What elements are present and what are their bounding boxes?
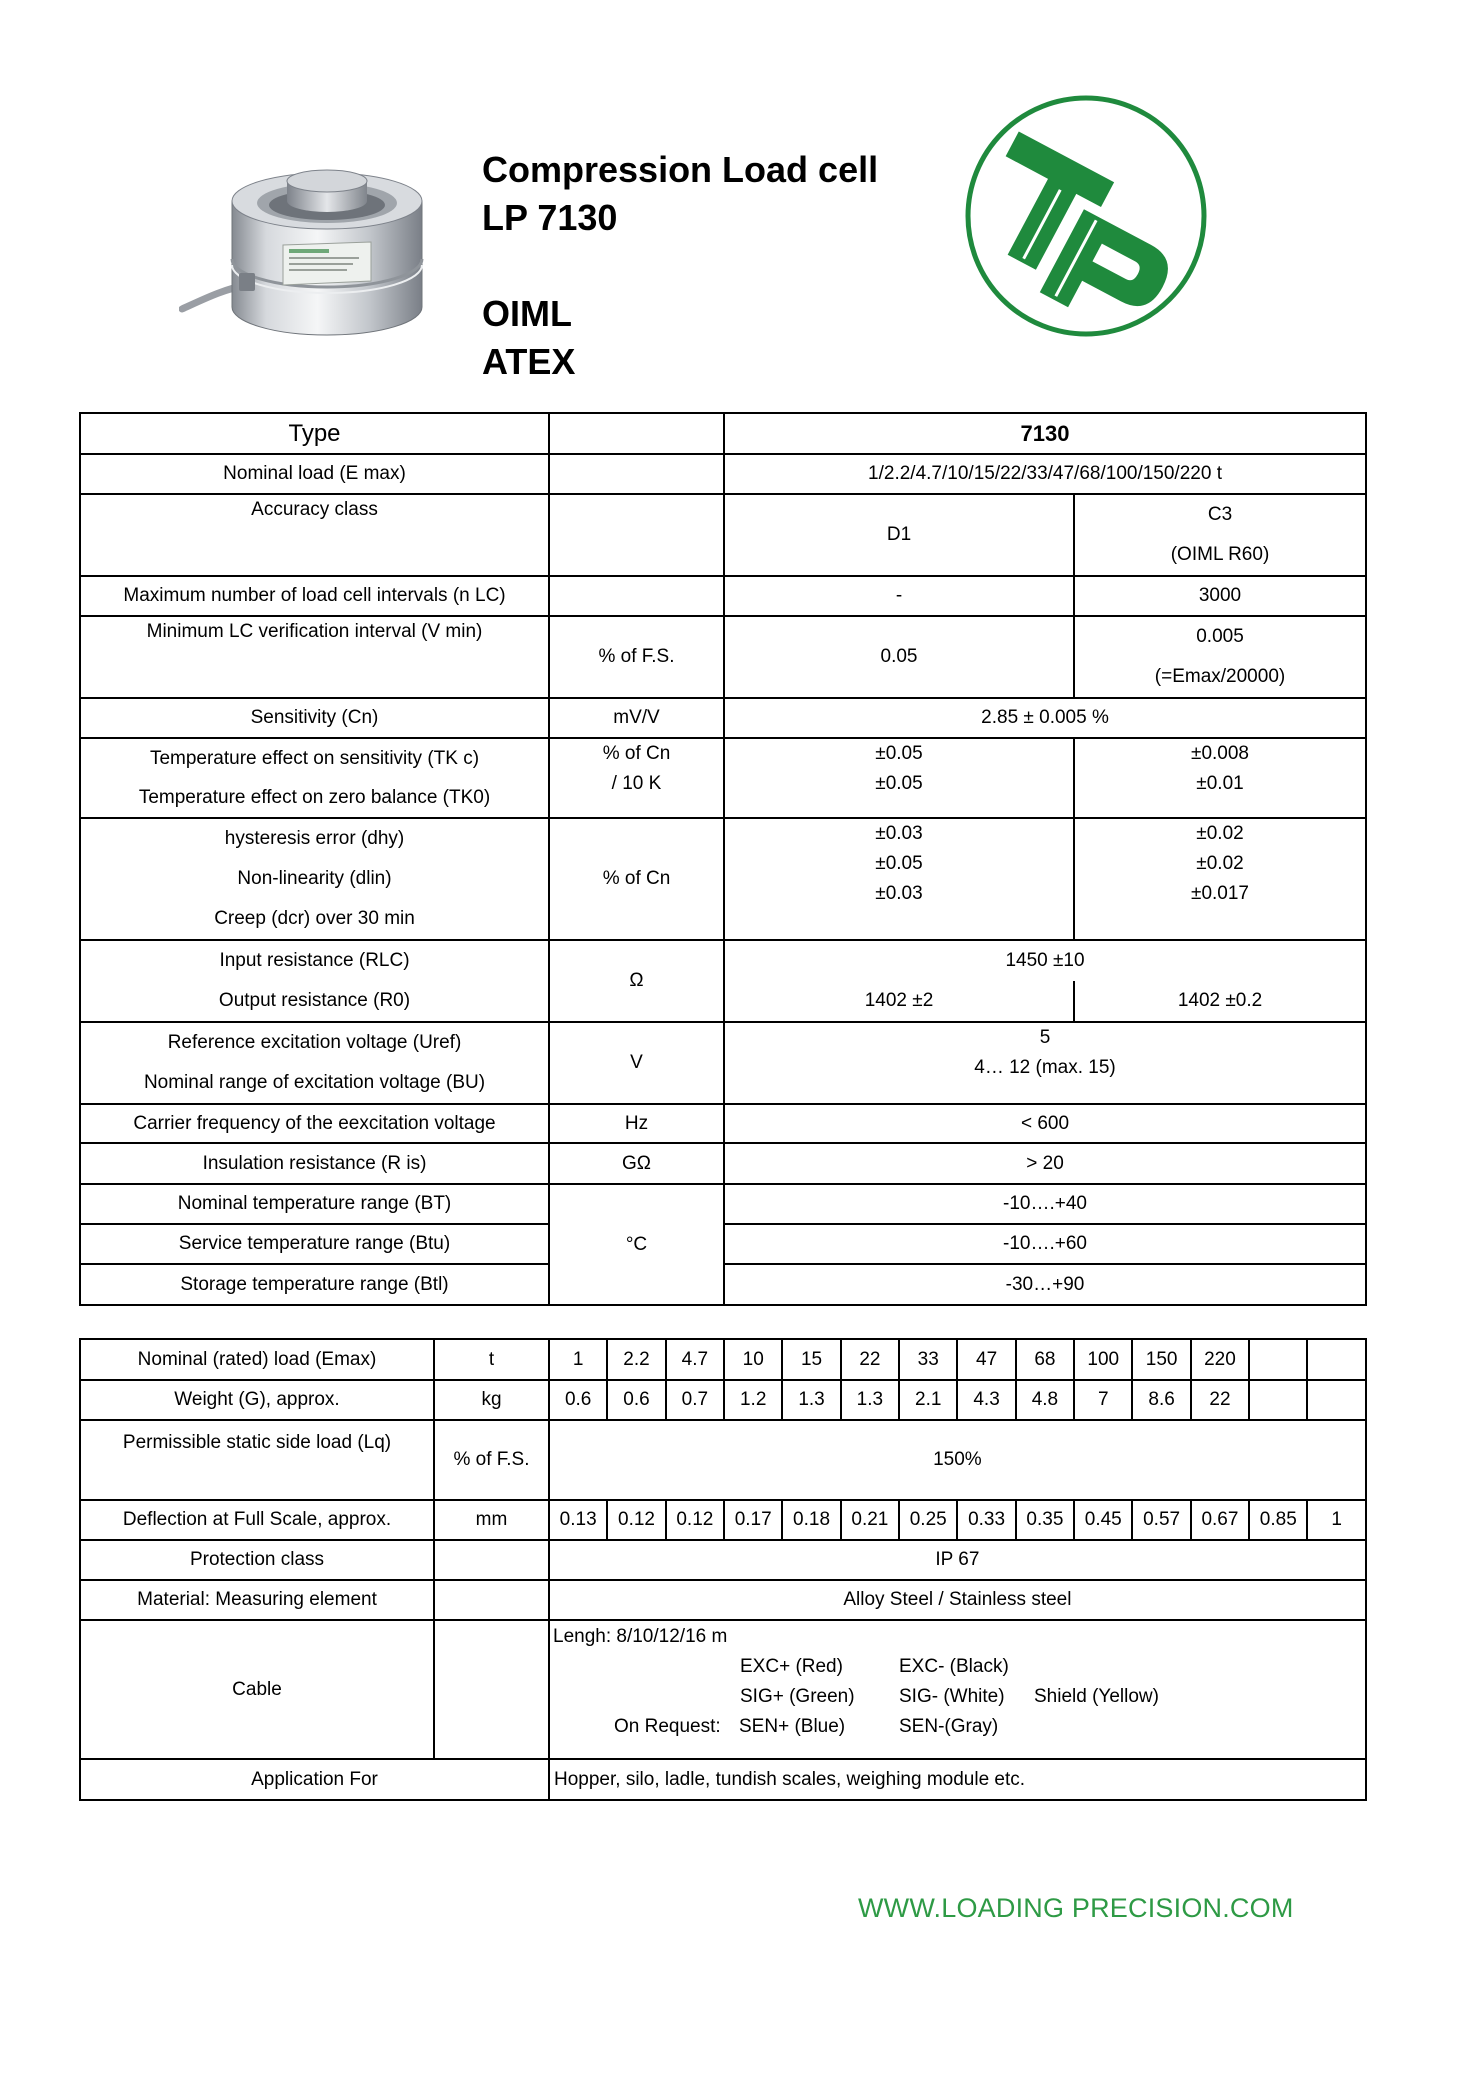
errors-c3: ±0.02 ±0.02 ±0.017	[1074, 818, 1366, 940]
row-resistance	[80, 940, 1366, 1022]
application-value: Hopper, silo, ladle, tundish scales, weighing module etc.	[549, 1759, 1366, 1800]
weight-cell: 1.3	[782, 1380, 840, 1420]
protection-value: IP 67	[549, 1540, 1366, 1580]
insulation-unit: GΩ	[549, 1143, 724, 1184]
weight-label: Weight (G), approx.	[80, 1380, 434, 1420]
weight-cell: 2.1	[899, 1380, 957, 1420]
logo-letter-p-shape	[1040, 209, 1178, 339]
rated-load-cell: 33	[899, 1339, 957, 1380]
side-load-value: 150%	[549, 1420, 1366, 1500]
deflection-cell: 0.85	[1249, 1500, 1307, 1540]
rated-load-cell: 1	[549, 1339, 607, 1380]
weight-cell: 4.3	[957, 1380, 1015, 1420]
rated-load-cell: 100	[1074, 1339, 1132, 1380]
row-max-intervals	[80, 576, 1366, 616]
row-protection	[80, 1540, 1366, 1580]
row-min-interval	[80, 616, 1366, 698]
side-load-label: Permissible static side load (Lq)	[80, 1420, 434, 1500]
rated-load-cell: 150	[1132, 1339, 1190, 1380]
deflection-cell: 0.67	[1191, 1500, 1249, 1540]
rated-load-cell: 10	[724, 1339, 782, 1380]
input-resistance-value: 1450 ±10	[1005, 950, 1085, 971]
accuracy-class-label: Accuracy class	[80, 494, 549, 576]
rated-load-unit: t	[434, 1339, 549, 1380]
cable-on-request: On Request:	[614, 1716, 721, 1737]
empty-cell	[1307, 1380, 1365, 1420]
cable-sen-minus: SEN-(Gray)	[899, 1716, 999, 1737]
excitation-values	[724, 1022, 1366, 1104]
deflection-cell: 0.17	[724, 1500, 782, 1540]
empty-unit-cell	[549, 494, 724, 576]
row-temperature-effect	[80, 738, 1366, 818]
weight-unit: kg	[434, 1380, 549, 1420]
row-rated-load	[80, 1339, 1366, 1380]
empty-unit-cell	[434, 1580, 549, 1620]
material-label: Material: Measuring element	[80, 1580, 434, 1620]
cable-sig-plus: SIG+ (Green)	[740, 1686, 855, 1707]
row-insulation	[80, 1143, 1366, 1184]
weight-cell: 22	[1191, 1380, 1249, 1420]
protection-label: Protection class	[80, 1540, 434, 1580]
temperature-effect-labels: Temperature effect on sensitivity (TK c) Temperature effect on zero balance (TK0)	[80, 738, 549, 818]
service-temperature-label: Service temperature range (Btu)	[80, 1224, 549, 1264]
rated-load-cell: 22	[841, 1339, 899, 1380]
material-value: Alloy Steel / Stainless steel	[549, 1580, 1366, 1620]
row-accuracy-class	[80, 494, 1366, 576]
weight-cell: 7	[1074, 1380, 1132, 1420]
excitation-labels: Reference excitation voltage (Uref) Nominal range of excitation voltage (BU)	[80, 1022, 549, 1104]
insulation-label: Insulation resistance (R is)	[80, 1143, 549, 1184]
row-type	[80, 413, 1366, 454]
temperature-effect-unit: % of Cn / 10 K	[549, 738, 724, 818]
temperature-unit: °C	[549, 1184, 724, 1305]
weight-cell: 1.2	[724, 1380, 782, 1420]
min-interval-d1: 0.05	[724, 616, 1074, 698]
excitation-unit: V	[549, 1022, 724, 1104]
weight-cell: 4.8	[1016, 1380, 1074, 1420]
nominal-load-label: Nominal load (E max)	[80, 454, 549, 494]
cable-exc-minus: EXC- (Black)	[899, 1656, 1009, 1677]
weight-cell: 0.6	[607, 1380, 665, 1420]
rated-load-cell: 2.2	[607, 1339, 665, 1380]
empty-unit-cell	[549, 413, 724, 454]
capacity-table	[79, 1338, 1367, 1801]
resistance-labels: Input resistance (RLC) Output resistance (R0)	[80, 940, 549, 1022]
cable-gland	[239, 273, 255, 291]
title-block	[482, 146, 878, 386]
accuracy-d1: D1	[724, 494, 1074, 576]
row-weight	[80, 1380, 1366, 1420]
row-excitation	[80, 1022, 1366, 1104]
errors-d1: ±0.03 ±0.05 ±0.03	[724, 818, 1074, 940]
type-value: 7130	[724, 413, 1366, 454]
cable-length: Lengh: 8/10/12/16 m	[553, 1626, 728, 1647]
nominal-temperature-label: Nominal temperature range (BT)	[80, 1184, 549, 1224]
resistance-values	[724, 940, 1366, 1022]
weight-cell: 0.6	[549, 1380, 607, 1420]
rated-load-label: Nominal (rated) load (Emax)	[80, 1339, 434, 1380]
service-temperature-value: -10….+60	[724, 1224, 1366, 1264]
excitation-range-value: 4… 12 (max. 15)	[974, 1057, 1116, 1078]
load-button-top	[287, 170, 367, 192]
model-number: LP 7130	[482, 197, 618, 238]
output-resistance-c3: 1402 ±0.2	[1177, 990, 1263, 1011]
rated-load-cell: 68	[1016, 1339, 1074, 1380]
side-load-unit: % of F.S.	[434, 1420, 549, 1500]
min-interval-label: Minimum LC verification interval (V min)	[80, 616, 549, 698]
deflection-cell: 0.45	[1074, 1500, 1132, 1540]
max-intervals-label: Maximum number of load cell intervals (n LC)	[80, 576, 549, 616]
row-sensitivity	[80, 698, 1366, 738]
accuracy-c3	[1074, 494, 1366, 576]
deflection-unit: mm	[434, 1500, 549, 1540]
empty-cell	[1249, 1339, 1307, 1380]
rated-load-cell: 15	[782, 1339, 840, 1380]
weight-cell: 8.6	[1132, 1380, 1190, 1420]
row-material	[80, 1580, 1366, 1620]
application-label: Application For	[80, 1759, 549, 1800]
deflection-cell: 1	[1307, 1500, 1365, 1540]
temperature-effect-d1: ±0.05 ±0.05	[724, 738, 1074, 818]
deflection-cell: 0.18	[782, 1500, 840, 1540]
errors-labels: hysteresis error (dhy) Non-linearity (dlin) Creep (dcr) over 30 min	[80, 818, 549, 940]
row-cable	[80, 1620, 1366, 1759]
deflection-cell: 0.21	[841, 1500, 899, 1540]
empty-cell	[1307, 1339, 1365, 1380]
output-resistance-d1: 1402 ±2	[725, 981, 1075, 1021]
row-carrier-frequency	[80, 1104, 1366, 1143]
deflection-cell: 0.57	[1132, 1500, 1190, 1540]
nominal-temperature-value: -10….+40	[724, 1184, 1366, 1224]
type-label: Type	[80, 413, 549, 454]
carrier-frequency-label: Carrier frequency of the eexcitation voltage	[80, 1104, 549, 1143]
row-nominal-temperature	[80, 1184, 1366, 1224]
empty-unit-cell	[549, 454, 724, 494]
weight-cell: 0.7	[666, 1380, 724, 1420]
storage-temperature-label: Storage temperature range (Btl)	[80, 1264, 549, 1305]
rated-load-cell: 47	[957, 1339, 1015, 1380]
row-errors	[80, 818, 1366, 940]
cable-sen-plus: SEN+ (Blue)	[739, 1716, 846, 1737]
certification-oiml: OIML	[482, 293, 572, 334]
deflection-cell: 0.12	[607, 1500, 665, 1540]
deflection-cell: 0.35	[1016, 1500, 1074, 1540]
max-intervals-d1: -	[724, 576, 1074, 616]
weight-cell: 1.3	[841, 1380, 899, 1420]
temperature-effect-c3: ±0.008 ±0.01	[1074, 738, 1366, 818]
row-application	[80, 1759, 1366, 1800]
min-interval-c3-note: (=Emax/20000)	[1154, 666, 1286, 687]
cable-shield: Shield (Yellow)	[1034, 1686, 1159, 1707]
carrier-frequency-value: < 600	[724, 1104, 1366, 1143]
sensitivity-label: Sensitivity (Cn)	[80, 698, 549, 738]
deflection-cell: 0.13	[549, 1500, 607, 1540]
min-interval-c3	[1074, 616, 1366, 698]
deflection-cell: 0.25	[899, 1500, 957, 1540]
load-cell-product-image	[179, 139, 429, 339]
accuracy-c3-value: C3	[1207, 504, 1233, 525]
insulation-value: > 20	[724, 1143, 1366, 1184]
empty-unit-cell	[434, 1620, 549, 1759]
cable-details	[549, 1620, 1366, 1759]
deflection-cell: 0.33	[957, 1500, 1015, 1540]
errors-unit: % of Cn	[549, 818, 724, 940]
rated-load-cell: 220	[1191, 1339, 1249, 1380]
cable-label: Cable	[80, 1620, 434, 1759]
certification-atex: ATEX	[482, 341, 576, 382]
nominal-load-value: 1/2.2/4.7/10/15/22/33/47/68/100/150/220 t	[724, 454, 1366, 494]
empty-unit-cell	[434, 1540, 549, 1580]
sensitivity-unit: mV/V	[549, 698, 724, 738]
storage-temperature-value: -30…+90	[724, 1264, 1366, 1305]
product-title: Compression Load cell	[482, 149, 879, 190]
cable-exc-plus: EXC+ (Red)	[740, 1656, 843, 1677]
carrier-frequency-unit: Hz	[549, 1104, 724, 1143]
accuracy-c3-note: (OIML R60)	[1170, 544, 1270, 565]
sensitivity-value: 2.85 ± 0.005 %	[724, 698, 1366, 738]
cable-sig-minus: SIG- (White)	[899, 1686, 1005, 1707]
empty-unit-cell	[549, 576, 724, 616]
deflection-label: Deflection at Full Scale, approx.	[80, 1500, 434, 1540]
empty-cell	[1249, 1380, 1307, 1420]
row-nominal-load	[80, 454, 1366, 494]
resistance-unit: Ω	[549, 940, 724, 1022]
min-interval-c3-value: 0.005	[1196, 626, 1244, 647]
specification-table	[79, 412, 1367, 1306]
row-deflection	[80, 1500, 1366, 1540]
min-interval-unit: % of F.S.	[549, 616, 724, 698]
deflection-cell: 0.12	[666, 1500, 724, 1540]
rated-load-cell: 4.7	[666, 1339, 724, 1380]
reference-excitation-value: 5	[1039, 1027, 1051, 1048]
max-intervals-c3: 3000	[1074, 576, 1366, 616]
row-side-load	[80, 1420, 1366, 1500]
company-logo	[963, 93, 1209, 339]
website-url: WWW.LOADING PRECISION.COM	[858, 1893, 1294, 1923]
